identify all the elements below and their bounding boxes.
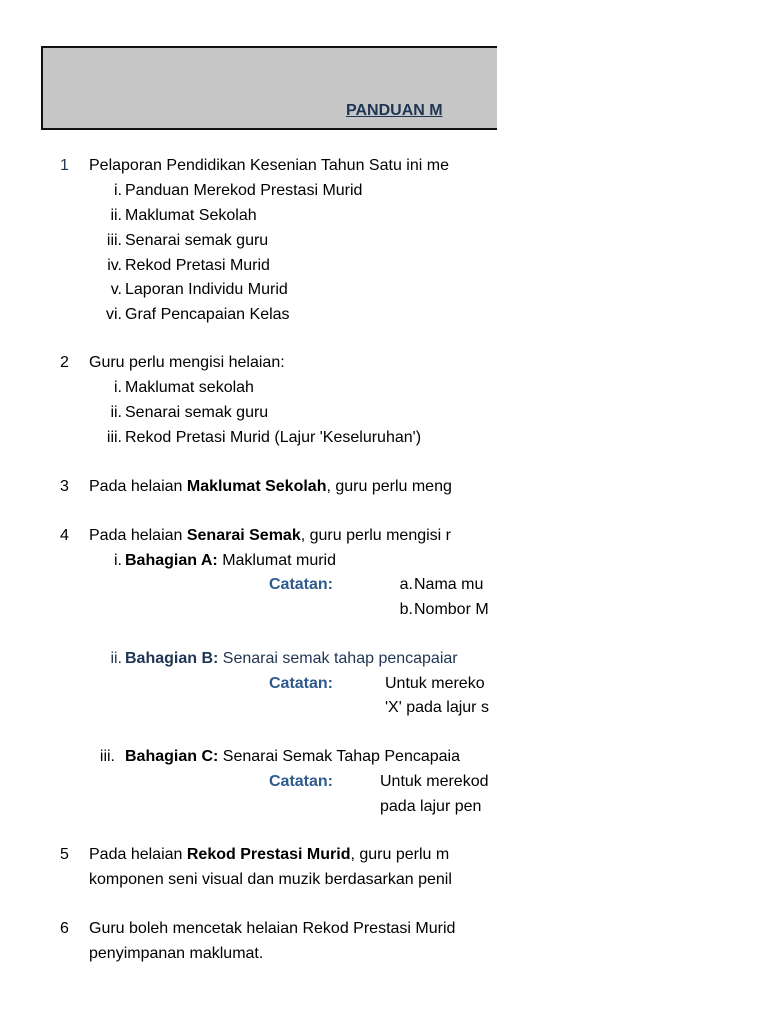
sub-item-text: Senarai semak guru bbox=[125, 232, 269, 249]
item-number: 5 bbox=[60, 846, 69, 863]
note-text: Untuk merekod bbox=[380, 773, 489, 790]
text-pre: Pada helaian bbox=[89, 527, 187, 544]
roman-numeral: iii. bbox=[99, 748, 115, 765]
text-post: , guru perlu m bbox=[350, 846, 450, 863]
item-text: komponen seni visual dan muzik berdasarkan penil bbox=[89, 871, 452, 888]
part-text bbox=[125, 550, 336, 572]
note-letter: b. bbox=[399, 601, 413, 618]
item-number: 1 bbox=[60, 157, 69, 174]
roman-numeral: iv. bbox=[107, 257, 122, 274]
part-label: Bahagian A: bbox=[125, 552, 218, 569]
item-number: 4 bbox=[60, 527, 69, 544]
note-letter: a. bbox=[399, 576, 413, 593]
item-text: penyimpanan maklumat. bbox=[89, 945, 264, 962]
part-label: Bahagian C: bbox=[125, 748, 219, 765]
roman-numeral: v. bbox=[110, 281, 122, 298]
sheet-name-bold: Rekod Prestasi Murid bbox=[186, 846, 351, 863]
note-text: Nombor M bbox=[414, 601, 489, 618]
sub-item-text: Rekod Pretasi Murid (Lajur 'Keseluruhan') bbox=[125, 429, 422, 446]
note-text: Untuk mereko bbox=[385, 675, 485, 692]
roman-numeral: ii. bbox=[110, 650, 122, 667]
roman-numeral: i. bbox=[114, 379, 122, 396]
roman-numeral: vi. bbox=[106, 306, 122, 323]
text-post: , guru perlu meng bbox=[326, 478, 452, 495]
text-pre: Pada helaian bbox=[89, 846, 187, 863]
text-pre: Pada helaian bbox=[89, 478, 187, 495]
part-desc: Maklumat murid bbox=[217, 552, 336, 569]
roman-numeral: ii. bbox=[110, 207, 122, 224]
item-text: Guru boleh mencetak helaian Rekod Prestasi Murid bbox=[89, 920, 456, 937]
roman-numeral: i. bbox=[114, 552, 122, 569]
item-text: Guru perlu mengisi helaian: bbox=[89, 354, 285, 371]
catatan-label: Catatan: bbox=[269, 675, 334, 692]
roman-numeral: iii. bbox=[106, 232, 122, 249]
header-title: PANDUAN M bbox=[346, 102, 443, 119]
roman-numeral: ii. bbox=[110, 404, 122, 421]
item-number: 6 bbox=[60, 920, 69, 937]
cropped-area bbox=[497, 0, 768, 1024]
sub-item-text: Maklumat Sekolah bbox=[125, 207, 257, 224]
item-text bbox=[89, 525, 451, 547]
sub-item-text: Maklumat sekolah bbox=[125, 379, 254, 396]
note-text: Nama mu bbox=[414, 576, 484, 593]
item-text bbox=[89, 476, 452, 498]
part-desc: Senarai semak tahap pencapaiar bbox=[218, 650, 458, 667]
item-number: 2 bbox=[60, 354, 69, 371]
text-post: , guru perlu mengisi r bbox=[300, 527, 452, 544]
item-text: Pelaporan Pendidikan Kesenian Tahun Satu ini me bbox=[89, 157, 449, 174]
catatan-label: Catatan: bbox=[269, 576, 334, 593]
catatan-label: Catatan: bbox=[269, 773, 334, 790]
roman-numeral: i. bbox=[114, 182, 122, 199]
roman-numeral: iii. bbox=[106, 429, 122, 446]
sub-item-text: Senarai semak guru bbox=[125, 404, 269, 421]
sub-item-text: Rekod Pretasi Murid bbox=[125, 257, 270, 274]
note-text: pada lajur pen bbox=[380, 798, 482, 815]
sub-item-text: Graf Pencapaian Kelas bbox=[125, 306, 290, 323]
sheet-name-bold: Maklumat Sekolah bbox=[186, 478, 327, 495]
sheet-name-bold: Senarai Semak bbox=[186, 527, 301, 544]
sub-item-text: Panduan Merekod Prestasi Murid bbox=[125, 182, 363, 199]
sub-item-text: Laporan Individu Murid bbox=[125, 281, 288, 298]
part-label: Bahagian B: bbox=[125, 650, 219, 667]
item-number: 3 bbox=[60, 478, 69, 495]
part-desc: Senarai Semak Tahap Pencapaia bbox=[218, 748, 460, 765]
part-text bbox=[125, 746, 460, 768]
part-text bbox=[125, 648, 458, 670]
note-text: 'X' pada lajur s bbox=[385, 699, 489, 716]
item-text bbox=[89, 844, 449, 866]
